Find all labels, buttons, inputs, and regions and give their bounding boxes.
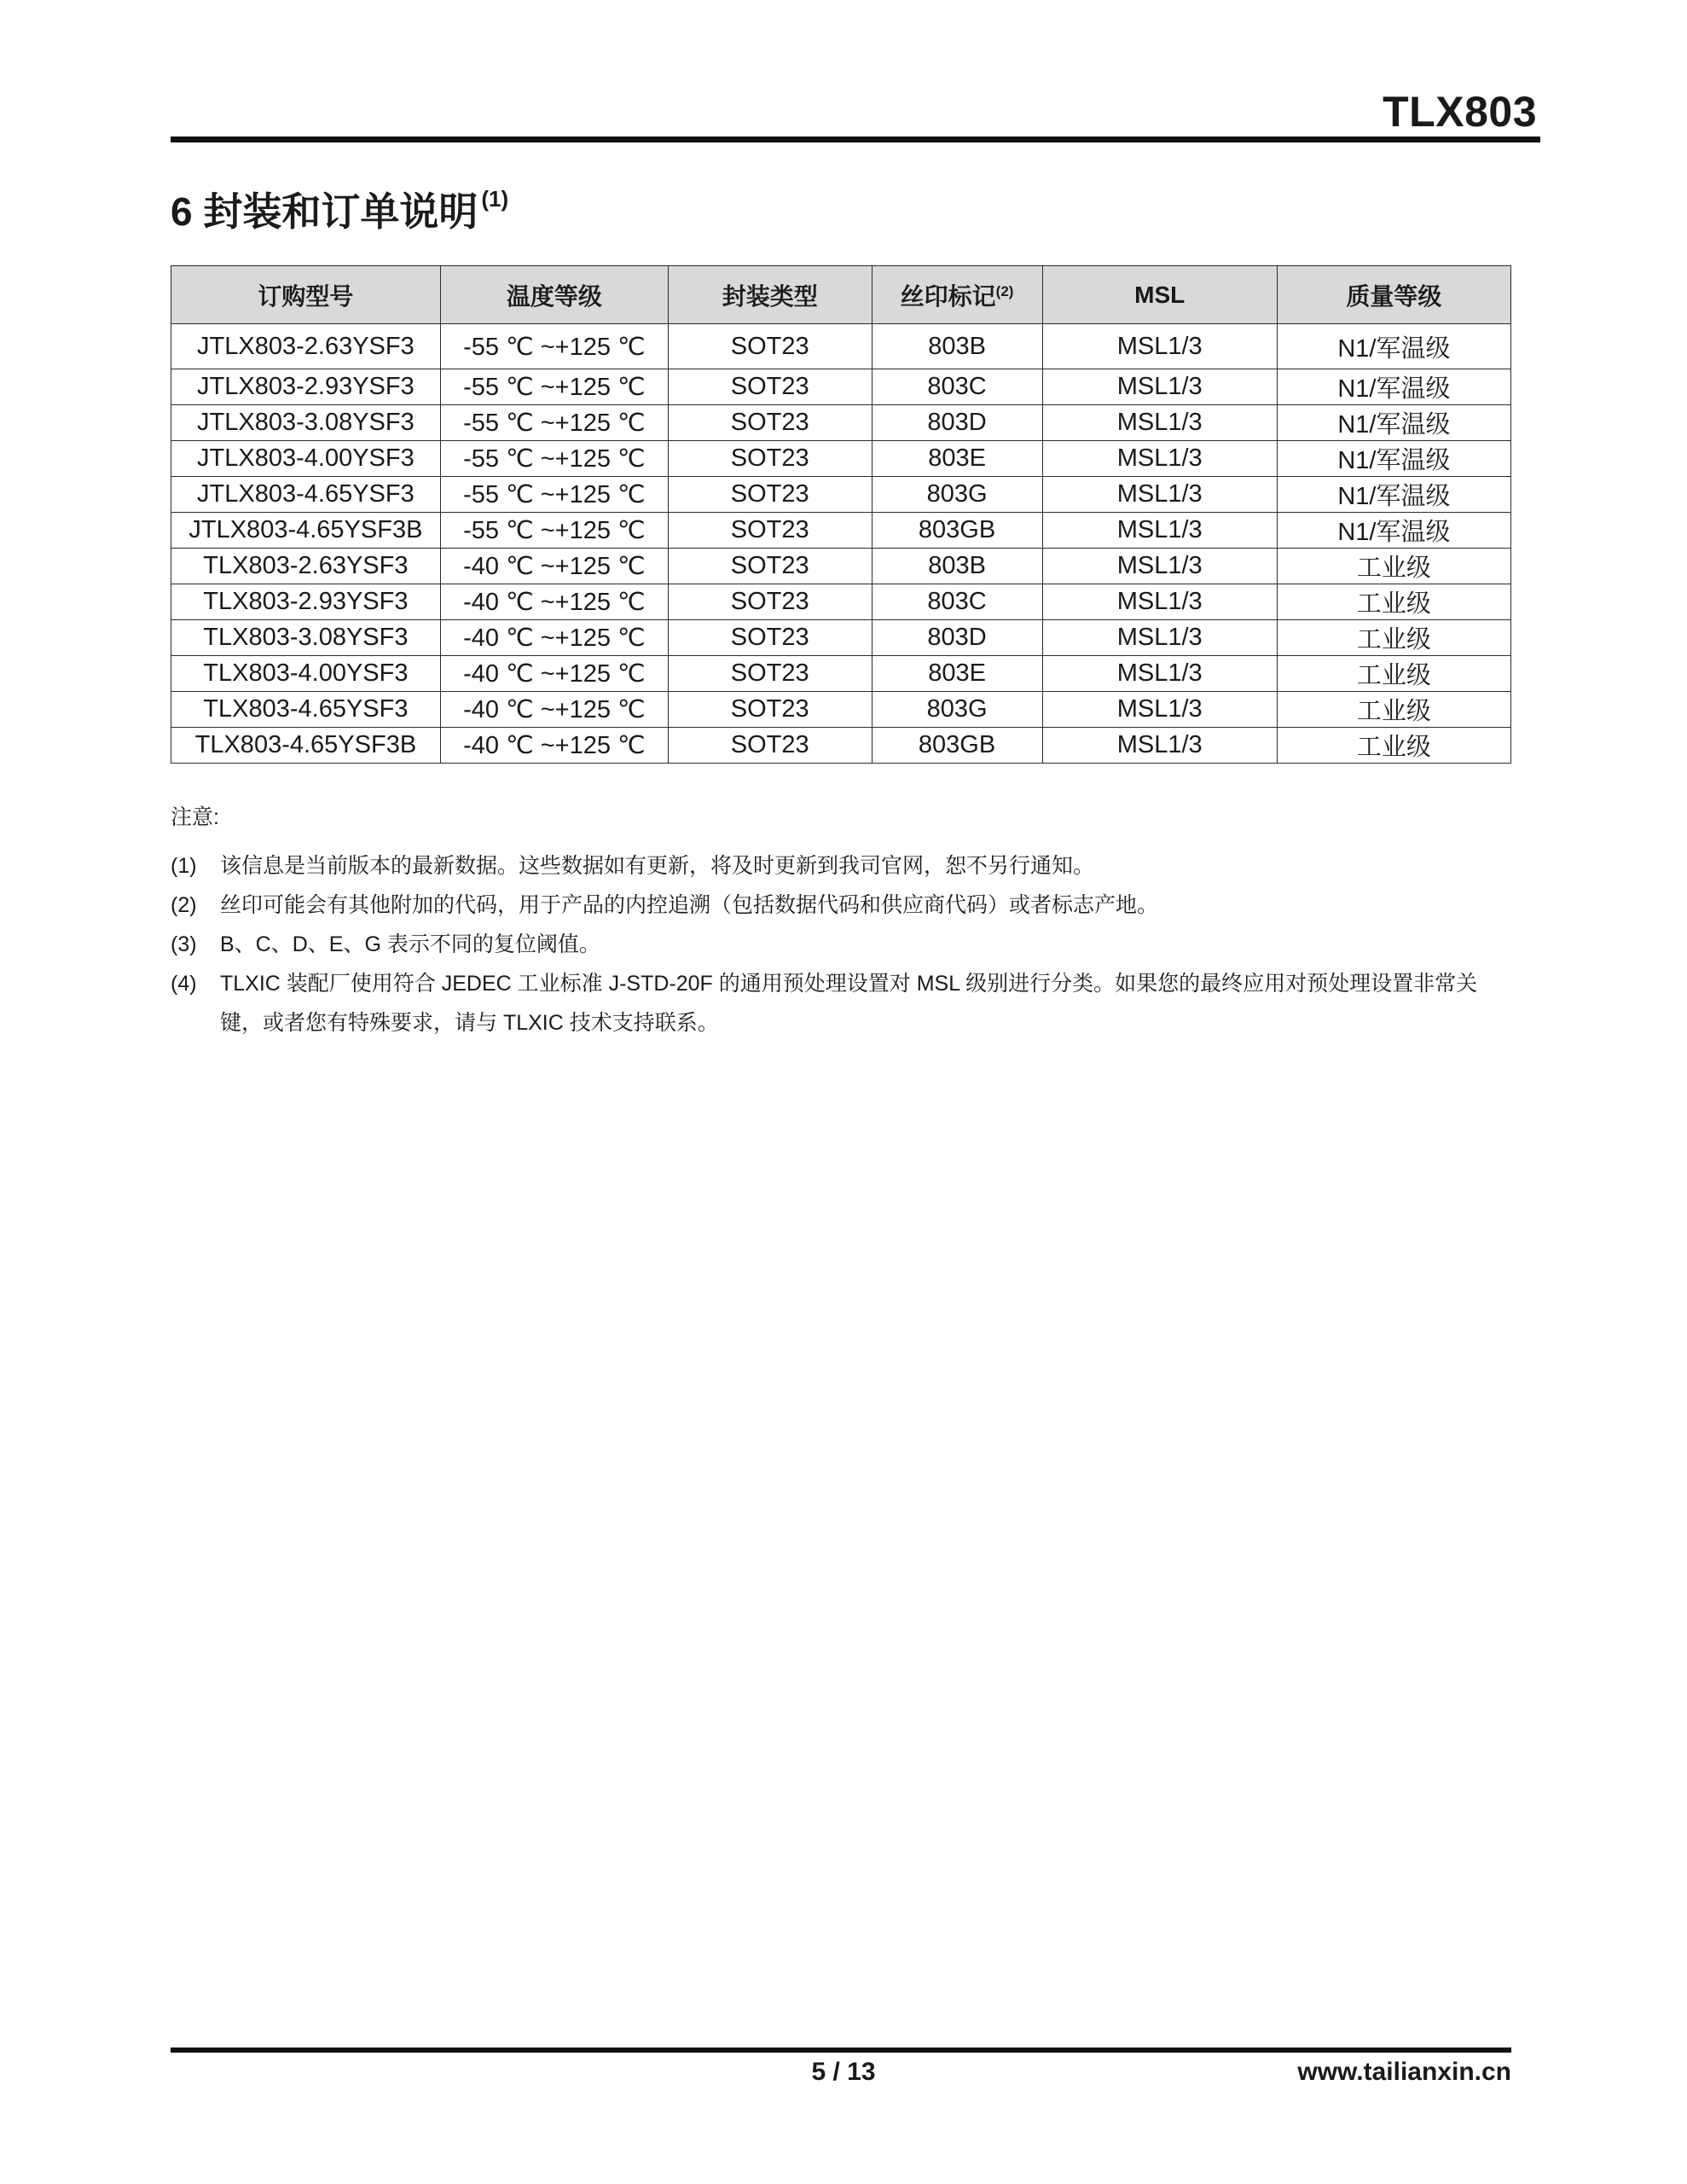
table-cell: 803E <box>872 441 1042 477</box>
table-cell: MSL1/3 <box>1042 549 1277 584</box>
table-cell: SOT23 <box>668 405 872 441</box>
table-cell: TLX803-4.65YSF3B <box>171 728 441 764</box>
table-cell: 工业级 <box>1277 549 1510 584</box>
table-cell: N1/军温级 <box>1277 369 1510 405</box>
table-cell: JTLX803-2.93YSF3 <box>171 369 441 405</box>
table-cell: -40 ℃ ~+125 ℃ <box>440 656 668 692</box>
table-cell: 803E <box>872 656 1042 692</box>
table-cell: 803D <box>872 405 1042 441</box>
table-cell: -55 ℃ ~+125 ℃ <box>440 513 668 549</box>
table-row <box>171 405 1511 441</box>
note-text: 该信息是当前版本的最新数据。这些数据如有更新，将及时更新到我司官网，恕不另行通知。 <box>220 854 1095 878</box>
table-row <box>171 728 1511 764</box>
table-cell: MSL1/3 <box>1042 477 1277 513</box>
table-cell: N1/军温级 <box>1277 513 1510 549</box>
table-row <box>171 656 1511 692</box>
table-cell: N1/军温级 <box>1277 324 1510 369</box>
table-cell: MSL1/3 <box>1042 656 1277 692</box>
table-cell: 工业级 <box>1277 692 1510 728</box>
ordering-table <box>171 265 1511 764</box>
table-cell: TLX803-2.63YSF3 <box>171 549 441 584</box>
table-cell: SOT23 <box>668 369 872 405</box>
table-cell: MSL1/3 <box>1042 324 1277 369</box>
table-cell: 803B <box>872 549 1042 584</box>
table-cell: 803GB <box>872 513 1042 549</box>
table-cell: MSL1/3 <box>1042 692 1277 728</box>
table-cell: MSL1/3 <box>1042 620 1277 656</box>
table-cell: N1/军温级 <box>1277 405 1510 441</box>
table-cell: 803D <box>872 620 1042 656</box>
table-cell: MSL1/3 <box>1042 369 1277 405</box>
table-cell: JTLX803-4.00YSF3 <box>171 441 441 477</box>
table-cell: -55 ℃ ~+125 ℃ <box>440 324 668 369</box>
table-cell: -55 ℃ ~+125 ℃ <box>440 405 668 441</box>
notes-title: 注意: <box>171 805 219 829</box>
table-cell: -55 ℃ ~+125 ℃ <box>440 477 668 513</box>
table-cell: MSL1/3 <box>1042 728 1277 764</box>
table-cell: MSL1/3 <box>1042 405 1277 441</box>
section-title-footnote: (1) <box>481 186 509 212</box>
website-link[interactable]: www.tailianxin.cn <box>1297 2058 1511 2086</box>
table-cell: JTLX803-4.65YSF3 <box>171 477 441 513</box>
footer-divider <box>171 2048 1511 2053</box>
table-cell: MSL1/3 <box>1042 513 1277 549</box>
table-cell: TLX803-4.65YSF3 <box>171 692 441 728</box>
column-header: 封装类型 <box>668 266 872 324</box>
table-cell: SOT23 <box>668 656 872 692</box>
table-row <box>171 513 1511 549</box>
header-divider <box>171 136 1540 142</box>
table-cell: -40 ℃ ~+125 ℃ <box>440 584 668 620</box>
note-item <box>171 846 1518 886</box>
table-cell: 工业级 <box>1277 620 1510 656</box>
table-row <box>171 441 1511 477</box>
table-cell: TLX803-3.08YSF3 <box>171 620 441 656</box>
table-cell: -55 ℃ ~+125 ℃ <box>440 441 668 477</box>
table-cell: MSL1/3 <box>1042 441 1277 477</box>
table-row <box>171 692 1511 728</box>
document-title: TLX803 <box>1383 88 1537 136</box>
section-title <box>171 181 508 237</box>
table-cell: N1/军温级 <box>1277 477 1510 513</box>
table-cell: 803C <box>872 369 1042 405</box>
table-cell: 803G <box>872 692 1042 728</box>
note-text: 丝印可能会有其他附加的代码，用于产品的内控追溯（包括数据代码和供应商代码）或者标志产地。 <box>220 893 1159 917</box>
table-cell: 803G <box>872 477 1042 513</box>
note-text: B、C、D、E、G 表示不同的复位阈值。 <box>220 932 600 956</box>
table-cell: 工业级 <box>1277 728 1510 764</box>
table-cell: SOT23 <box>668 477 872 513</box>
table-cell: 工业级 <box>1277 584 1510 620</box>
table-header-row <box>171 266 1511 324</box>
table-cell: 803B <box>872 324 1042 369</box>
section-title-text: 6 封装和订单说明 <box>171 189 478 234</box>
note-number: (4) <box>171 972 197 996</box>
table-row <box>171 549 1511 584</box>
table-row <box>171 324 1511 369</box>
table-cell: JTLX803-2.63YSF3 <box>171 324 441 369</box>
table-cell: SOT23 <box>668 728 872 764</box>
table-cell: JTLX803-4.65YSF3B <box>171 513 441 549</box>
column-header: 订购型号 <box>171 266 441 324</box>
table-row <box>171 584 1511 620</box>
table-cell: MSL1/3 <box>1042 584 1277 620</box>
table-cell: SOT23 <box>668 620 872 656</box>
table-cell: SOT23 <box>668 584 872 620</box>
notes-section <box>171 800 1518 1043</box>
table-cell: SOT23 <box>668 441 872 477</box>
table-cell: N1/军温级 <box>1277 441 1510 477</box>
note-text: TLXIC 装配厂使用符合 JEDEC 工业标准 J-STD-20F 的通用预处理设置对 MSL 级别进行分类。如果您的最终应用对预处理设置非常关键，或者您有特殊要求，请与 TLXIC 技术支持联系。 <box>220 972 1478 1035</box>
table-row <box>171 477 1511 513</box>
table-cell: 803GB <box>872 728 1042 764</box>
note-item <box>171 925 1518 964</box>
table-cell: SOT23 <box>668 549 872 584</box>
note-number: (1) <box>171 854 197 878</box>
note-item <box>171 886 1518 925</box>
table-row <box>171 369 1511 405</box>
table-cell: SOT23 <box>668 324 872 369</box>
column-header: 温度等级 <box>440 266 668 324</box>
table-cell: -40 ℃ ~+125 ℃ <box>440 692 668 728</box>
table-cell: 803C <box>872 584 1042 620</box>
table-cell: -40 ℃ ~+125 ℃ <box>440 728 668 764</box>
table-cell: 工业级 <box>1277 656 1510 692</box>
table-cell: -40 ℃ ~+125 ℃ <box>440 620 668 656</box>
table-cell: SOT23 <box>668 692 872 728</box>
page-number: 5 / 13 <box>811 2058 876 2086</box>
column-header: 丝印标记$^{(2)}$ <box>872 266 1042 324</box>
table-cell: -40 ℃ ~+125 ℃ <box>440 549 668 584</box>
table-row <box>171 620 1511 656</box>
table-cell: JTLX803-3.08YSF3 <box>171 405 441 441</box>
table-cell: TLX803-4.00YSF3 <box>171 656 441 692</box>
note-item <box>171 964 1518 1043</box>
column-header: MSL <box>1042 266 1277 324</box>
column-header: 质量等级 <box>1277 266 1510 324</box>
note-number: (2) <box>171 893 197 917</box>
table-cell: -55 ℃ ~+125 ℃ <box>440 369 668 405</box>
table-cell: TLX803-2.93YSF3 <box>171 584 441 620</box>
table-cell: SOT23 <box>668 513 872 549</box>
note-number: (3) <box>171 932 197 956</box>
